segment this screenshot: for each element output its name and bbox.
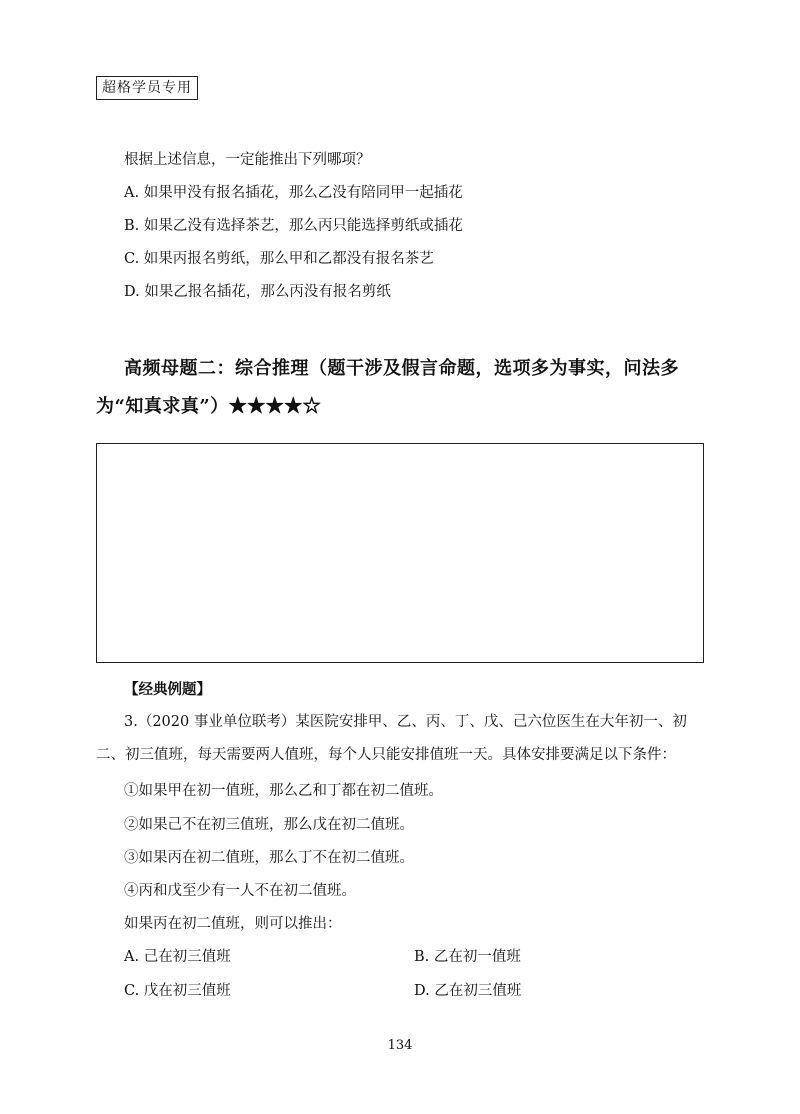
option-d: D. 如果乙报名插花，那么丙没有报名剪纸 <box>124 284 391 300</box>
condition-1: ①如果甲在初一值班，那么乙和丁都在初二值班。 <box>124 783 443 799</box>
option-b: B. 如果乙没有选择茶艺，那么丙只能选择剪纸或插花 <box>124 218 463 234</box>
question-stem: 根据上述信息，一定能推出下列哪项？ <box>124 152 371 168</box>
condition-3: ③如果丙在初二值班，那么丁不在初二值班。 <box>124 850 414 866</box>
condition-4: ④丙和戊至少有一人不在初二值班。 <box>124 883 356 899</box>
watermark-stamp: 超格学员专用 <box>96 76 198 100</box>
condition-2: ②如果己不在初三值班，那么戊在初二值班。 <box>124 817 414 833</box>
example-option-b: B. 乙在初一值班 <box>414 949 521 965</box>
example-option-a: A. 己在初三值班 <box>124 949 231 965</box>
option-c: C. 如果丙报名剪纸，那么甲和乙都没有报名茶艺 <box>124 251 434 267</box>
option-a: A. 如果甲没有报名插花，那么乙没有陪同甲一起插花 <box>124 185 463 201</box>
section-heading: 高频母题二：综合推理（题干涉及假言命题，选项多为事实，问法多为“知真求真”）★★★★☆ <box>96 358 679 417</box>
example-intro: 3.（2020 事业单位联考）某医院安排甲、乙、丙、丁、戊、己六位医生在大年初一、初二、初三值班，每天需要两人值班，每个人只能安排值班一天。具体安排要满足以下条件： <box>96 714 687 763</box>
example-option-c: C. 戊在初三值班 <box>124 983 231 999</box>
blank-notes-box <box>96 443 704 663</box>
page-number: 134 <box>387 1038 413 1053</box>
example-label: 【经典例题】 <box>124 681 211 698</box>
example-stem: 如果丙在初二值班，则可以推出： <box>124 916 342 932</box>
example-option-d: D. 乙在初三值班 <box>414 983 522 999</box>
